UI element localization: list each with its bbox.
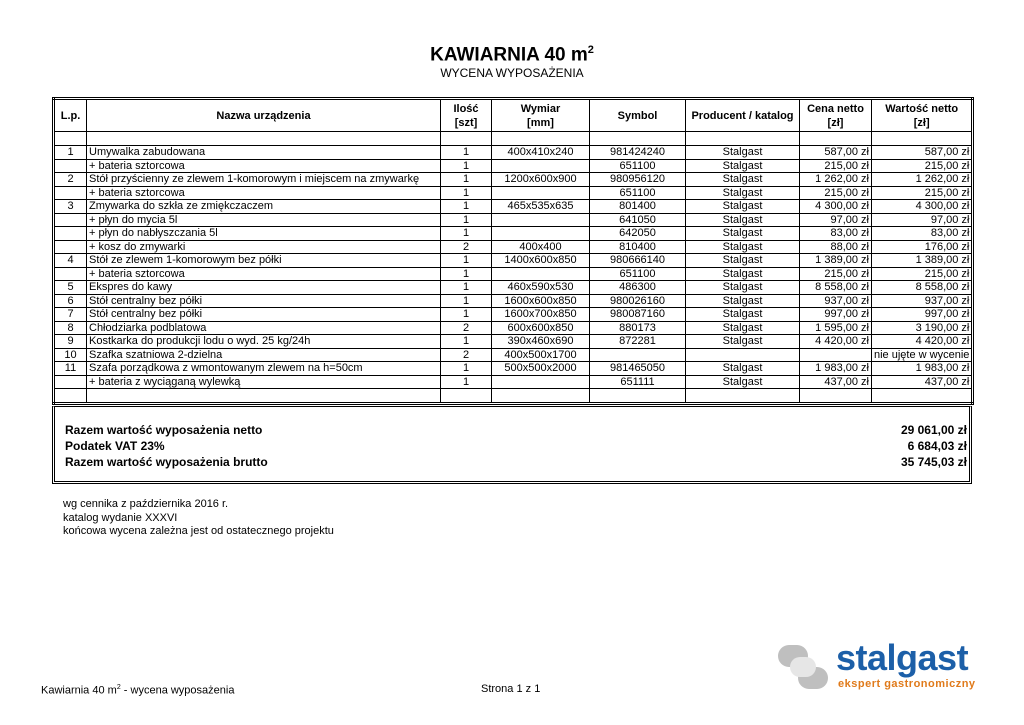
- row-producer: Stalgast: [686, 200, 800, 214]
- row-dimensions: [492, 213, 590, 227]
- row-price: 8 558,00 zł: [800, 281, 872, 295]
- stalgast-mark-icon: [776, 643, 832, 693]
- totals-box: [52, 406, 972, 484]
- row-symbol: 810400: [590, 240, 686, 254]
- row-producer: Stalgast: [686, 227, 800, 241]
- row-lp: 6: [54, 294, 87, 308]
- document-subtitle: WYCENA WYPOSAŻENIA: [440, 66, 584, 80]
- table-row: [54, 321, 973, 335]
- footer-document-name: Kawiarnia 40 $m^2$ - wycena wyposażenia: [41, 684, 235, 697]
- row-qty: 2: [441, 240, 492, 254]
- row-price: 587,00 zł: [800, 146, 872, 160]
- row-price: [800, 348, 872, 362]
- row-dimensions: 500x500x2000: [492, 362, 590, 376]
- row-qty: 1: [441, 375, 492, 389]
- total-gross-label: Razem wartość wyposażenia brutto: [65, 455, 268, 469]
- row-lp: [54, 186, 87, 200]
- table-row: [54, 254, 973, 268]
- row-symbol: 981424240: [590, 146, 686, 160]
- header-dimensions: Wymiar [mm]: [492, 99, 590, 132]
- row-value: 8 558,00 zł: [872, 281, 973, 295]
- row-producer: Stalgast: [686, 159, 800, 173]
- header-lp: L.p.: [54, 99, 87, 132]
- row-symbol: 651100: [590, 186, 686, 200]
- row-name: + bateria sztorcowa: [87, 186, 441, 200]
- row-symbol: [590, 348, 686, 362]
- row-producer: Stalgast: [686, 173, 800, 187]
- row-dimensions: 1600x600x850: [492, 294, 590, 308]
- row-value: 437,00 zł: [872, 375, 973, 389]
- row-producer: Stalgast: [686, 186, 800, 200]
- row-lp: 1: [54, 146, 87, 160]
- row-price: 215,00 zł: [800, 159, 872, 173]
- total-net-row: [65, 423, 967, 439]
- row-value: nie ujęte w wycenie: [872, 348, 973, 362]
- row-qty: 2: [441, 321, 492, 335]
- vat-value: 6 684,03 zł: [907, 439, 967, 453]
- row-symbol: 880173: [590, 321, 686, 335]
- note-final: końcowa wycena zależna jest od ostatecznego projektu: [63, 525, 334, 537]
- row-name: Umywalka zabudowana: [87, 146, 441, 160]
- total-net-value: 29 061,00 zł: [900, 423, 967, 437]
- row-name: Ekspres do kawy: [87, 281, 441, 295]
- row-producer: [686, 348, 800, 362]
- row-name: Stół centralny bez półki: [87, 308, 441, 322]
- row-lp: 4: [54, 254, 87, 268]
- row-symbol: 801400: [590, 200, 686, 214]
- logo-tagline: ekspert gastronomiczny: [838, 678, 976, 690]
- footer-page-number: Strona 1 z 1: [481, 683, 541, 695]
- row-symbol: 641050: [590, 213, 686, 227]
- stalgast-logo: [776, 637, 981, 695]
- table-row: [54, 159, 973, 173]
- row-qty: 1: [441, 281, 492, 295]
- document-title: KAWIARNIA 40 $m^2$: [430, 44, 594, 66]
- vat-label: Podatek VAT 23%: [65, 439, 165, 453]
- row-producer: Stalgast: [686, 254, 800, 268]
- header-price: Cena netto [zł]: [800, 99, 872, 132]
- table-row: [54, 281, 973, 295]
- table-row: [54, 267, 973, 281]
- row-value: 587,00 zł: [872, 146, 973, 160]
- row-dimensions: [492, 159, 590, 173]
- row-value: 215,00 zł: [872, 159, 973, 173]
- notes: [63, 498, 334, 539]
- row-lp: 10: [54, 348, 87, 362]
- row-price: 937,00 zł: [800, 294, 872, 308]
- row-lp: 2: [54, 173, 87, 187]
- table-row: [54, 146, 973, 160]
- row-producer: Stalgast: [686, 321, 800, 335]
- note-catalog: katalog wydanie XXXVI: [63, 511, 178, 524]
- row-lp: 3: [54, 200, 87, 214]
- table-row: [54, 200, 973, 214]
- row-symbol: 981465050: [590, 362, 686, 376]
- row-name: + bateria sztorcowa: [87, 159, 441, 173]
- row-qty: 1: [441, 294, 492, 308]
- table-row: [54, 240, 973, 254]
- row-qty: 1: [441, 173, 492, 187]
- row-price: 437,00 zł: [800, 375, 872, 389]
- row-lp: [54, 227, 87, 241]
- header-value: Wartość netto [zł]: [872, 99, 973, 132]
- note-pricelist: wg cennika z października 2016 r.: [63, 498, 229, 510]
- row-lp: 9: [54, 335, 87, 349]
- row-lp: 7: [54, 308, 87, 322]
- row-producer: Stalgast: [686, 375, 800, 389]
- spacer-row: [54, 389, 973, 404]
- row-qty: 1: [441, 254, 492, 268]
- table-row: [54, 213, 973, 227]
- row-name: Stół ze zlewem 1-komorowym bez półki: [87, 254, 441, 268]
- row-price: 215,00 zł: [800, 186, 872, 200]
- row-price: 97,00 zł: [800, 213, 872, 227]
- row-value: 176,00 zł: [872, 240, 973, 254]
- items-table: [52, 97, 974, 405]
- row-price: 1 389,00 zł: [800, 254, 872, 268]
- row-qty: 1: [441, 159, 492, 173]
- row-name: Kostkarka do produkcji lodu o wyd. 25 kg/24h: [87, 335, 441, 349]
- row-value: 4 420,00 zł: [872, 335, 973, 349]
- row-dimensions: 1400x600x850: [492, 254, 590, 268]
- row-value: 1 983,00 zł: [872, 362, 973, 376]
- row-lp: [54, 213, 87, 227]
- row-producer: Stalgast: [686, 281, 800, 295]
- row-symbol: 980026160: [590, 294, 686, 308]
- row-dimensions: [492, 267, 590, 281]
- row-value: 937,00 zł: [872, 294, 973, 308]
- row-price: 215,00 zł: [800, 267, 872, 281]
- row-symbol: 980956120: [590, 173, 686, 187]
- row-name: Stół przyścienny ze zlewem 1-komorowym i miejscem na zmywarkę: [87, 173, 441, 187]
- row-lp: 8: [54, 321, 87, 335]
- table-row: [54, 173, 973, 187]
- row-value: 1 389,00 zł: [872, 254, 973, 268]
- row-price: 4 300,00 zł: [800, 200, 872, 214]
- table-row: [54, 335, 973, 349]
- total-gross-row: [65, 455, 967, 471]
- row-price: 1 983,00 zł: [800, 362, 872, 376]
- table-row: [54, 348, 973, 362]
- row-dimensions: [492, 186, 590, 200]
- row-lp: [54, 375, 87, 389]
- row-producer: Stalgast: [686, 213, 800, 227]
- row-dimensions: 1200x600x900: [492, 173, 590, 187]
- spacer-row: [54, 132, 973, 146]
- row-dimensions: 400x400: [492, 240, 590, 254]
- row-name: + bateria sztorcowa: [87, 267, 441, 281]
- row-name: + płyn do nabłyszczania 5l: [87, 227, 441, 241]
- row-producer: Stalgast: [686, 308, 800, 322]
- row-price: 88,00 zł: [800, 240, 872, 254]
- row-lp: [54, 267, 87, 281]
- logo-wordmark: stalgast: [836, 637, 969, 678]
- row-symbol: 642050: [590, 227, 686, 241]
- row-value: 4 300,00 zł: [872, 200, 973, 214]
- table-row: [54, 227, 973, 241]
- row-name: Stół centralny bez półki: [87, 294, 441, 308]
- table-row: [54, 186, 973, 200]
- row-price: 997,00 zł: [800, 308, 872, 322]
- row-symbol: 980666140: [590, 254, 686, 268]
- row-symbol: 651100: [590, 267, 686, 281]
- row-producer: Stalgast: [686, 335, 800, 349]
- header-symbol: Symbol: [590, 99, 686, 132]
- row-symbol: 651111: [590, 375, 686, 389]
- row-qty: 1: [441, 267, 492, 281]
- row-name: Zmywarka do szkła ze zmiękczaczem: [87, 200, 441, 214]
- row-qty: 1: [441, 213, 492, 227]
- table-row: [54, 308, 973, 322]
- row-dimensions: [492, 227, 590, 241]
- row-value: 3 190,00 zł: [872, 321, 973, 335]
- row-qty: 1: [441, 146, 492, 160]
- row-name: + płyn do mycia 5l: [87, 213, 441, 227]
- row-price: 4 420,00 zł: [800, 335, 872, 349]
- vat-row: [65, 439, 967, 455]
- table-row: [54, 362, 973, 376]
- table-row: [54, 294, 973, 308]
- row-dimensions: 465x535x635: [492, 200, 590, 214]
- header-qty: Ilość [szt]: [441, 99, 492, 132]
- row-producer: Stalgast: [686, 146, 800, 160]
- row-name: Szafa porządkowa z wmontowanym zlewem na h=50cm: [87, 362, 441, 376]
- row-qty: 1: [441, 227, 492, 241]
- total-net-label: Razem wartość wyposażenia netto: [65, 423, 263, 437]
- row-dimensions: 1600x700x850: [492, 308, 590, 322]
- row-value: 215,00 zł: [872, 267, 973, 281]
- row-lp: [54, 240, 87, 254]
- row-qty: 2: [441, 348, 492, 362]
- row-value: 83,00 zł: [872, 227, 973, 241]
- row-producer: Stalgast: [686, 240, 800, 254]
- row-lp: 5: [54, 281, 87, 295]
- row-qty: 1: [441, 186, 492, 200]
- row-symbol: 651100: [590, 159, 686, 173]
- row-name: + kosz do zmywarki: [87, 240, 441, 254]
- row-lp: [54, 159, 87, 173]
- row-dimensions: 400x410x240: [492, 146, 590, 160]
- header-name: Nazwa urządzenia: [87, 99, 441, 132]
- row-name: + bateria z wyciąganą wylewką: [87, 375, 441, 389]
- table-row: [54, 375, 973, 389]
- row-qty: 1: [441, 308, 492, 322]
- row-name: Chłodziarka podblatowa: [87, 321, 441, 335]
- row-producer: Stalgast: [686, 267, 800, 281]
- row-dimensions: 400x500x1700: [492, 348, 590, 362]
- row-price: 83,00 zł: [800, 227, 872, 241]
- row-producer: Stalgast: [686, 294, 800, 308]
- row-dimensions: 600x600x850: [492, 321, 590, 335]
- row-price: 1 262,00 zł: [800, 173, 872, 187]
- row-symbol: 486300: [590, 281, 686, 295]
- row-producer: Stalgast: [686, 362, 800, 376]
- row-symbol: 980087160: [590, 308, 686, 322]
- table-header-row: [54, 99, 973, 132]
- row-qty: 1: [441, 200, 492, 214]
- row-value: 97,00 zł: [872, 213, 973, 227]
- row-dimensions: [492, 375, 590, 389]
- total-gross-value: 35 745,03 zł: [900, 455, 967, 469]
- row-lp: 11: [54, 362, 87, 376]
- row-dimensions: 390x460x690: [492, 335, 590, 349]
- row-value: 1 262,00 zł: [872, 173, 973, 187]
- header-producer: Producent / katalog: [686, 99, 800, 132]
- row-name: Szafka szatniowa 2-dzielna: [87, 348, 441, 362]
- row-qty: 1: [441, 362, 492, 376]
- row-price: 1 595,00 zł: [800, 321, 872, 335]
- row-value: 997,00 zł: [872, 308, 973, 322]
- row-symbol: 872281: [590, 335, 686, 349]
- row-qty: 1: [441, 335, 492, 349]
- row-value: 215,00 zł: [872, 186, 973, 200]
- row-dimensions: 460x590x530: [492, 281, 590, 295]
